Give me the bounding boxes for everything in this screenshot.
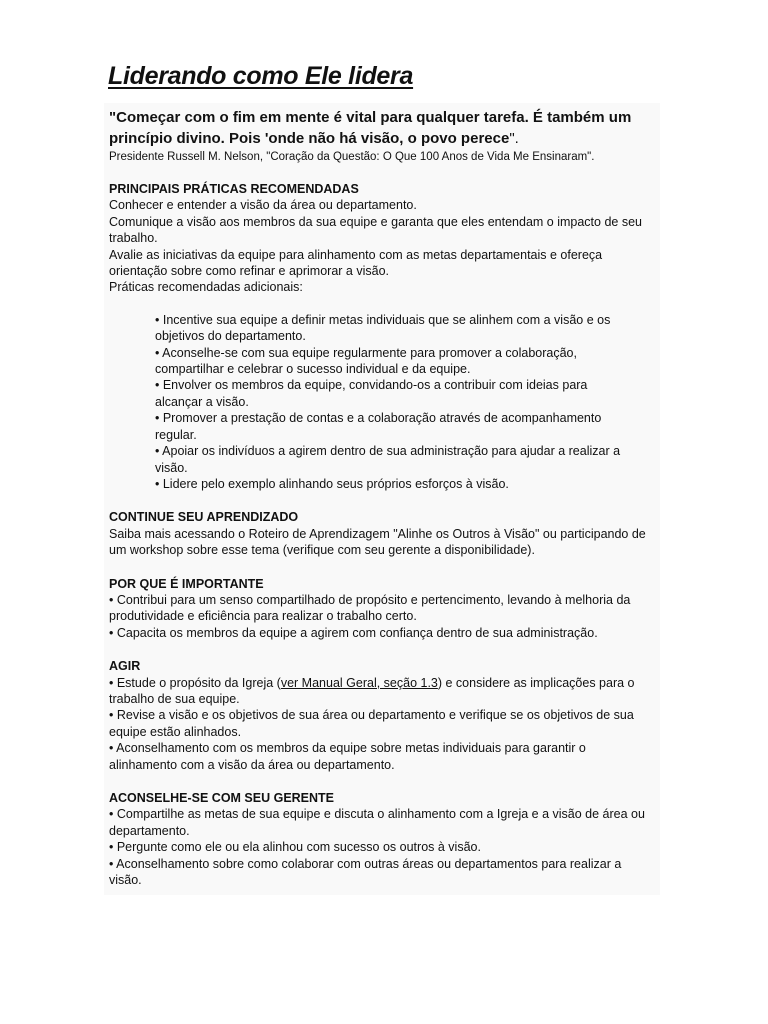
quote-end: ".: [509, 130, 519, 147]
list-item: • Revise a visão e os objetivos de sua área ou departamento e verifique se os objetivos de sua equipe estão alinhados.: [109, 708, 634, 739]
list-item: • Incentive sua equipe a definir metas individuais que se alinhem com a visão e os objetivos do departamento.: [155, 312, 611, 344]
list-item: • Contribui para um senso compartilhado de propósito e pertencimento, levando à melhoria da produtividade e eficiência para realizar o trabalho certo.: [109, 592, 631, 624]
list-item: • Compartilhe as metas de sua equipe e discuta o alinhamento com a Igreja e a visão de área ou departamento.: [109, 807, 645, 838]
section-practices: [109, 181, 657, 492]
practice-line: Práticas recomendadas adicionais:: [109, 280, 303, 295]
practice-line: Avalie as iniciativas da equipe para alinhamento com as metas departamentais e ofereça orientação sobre como refinar e aprimorar a visão.: [109, 247, 603, 279]
practice-line: Conhecer e entender a visão da área ou departamento.: [109, 198, 417, 213]
section-why: [109, 576, 657, 642]
list-item: • Lidere pelo exemplo alinhando seus próprios esforços à visão.: [155, 476, 509, 491]
practice-line: Comunique a visão aos membros da sua equipe e garanta que eles entendam o impacto de seu trabalho.: [109, 214, 642, 246]
page-title: Liderando como Ele lidera: [108, 62, 414, 90]
list-item: • Apoiar os indivíduos a agirem dentro de sua administração para ajudar a realizar a visão.: [155, 444, 621, 475]
counsel-heading: ACONSELHE-SE COM SEU GERENTE: [109, 791, 335, 805]
learning-text: Saiba mais acessando o Roteiro de Aprendizagem "Alinhe os Outros à Visão" ou participando de um workshop sobre esse tema (verifique com seu gerente a disponibilidade).: [109, 526, 646, 558]
quote-citation: Presidente Russell M. Nelson, "Coração da Questão: O Que 100 Anos de Vida Me Ensinaram".: [109, 151, 595, 163]
list-item: [109, 675, 657, 708]
practices-heading: PRINCIPAIS PRÁTICAS RECOMENDADAS: [109, 182, 359, 196]
learning-heading: CONTINUE SEU APRENDIZADO: [109, 510, 299, 525]
section-learning: [109, 509, 657, 558]
manual-link[interactable]: ver Manual Geral, seção 1.3: [280, 675, 438, 690]
list-item: • Aconselhamento com os membros da equipe sobre metas individuais para garantir o alinhamento com a visão da área ou departamento.: [109, 741, 586, 772]
list-item: • Pergunte como ele ou ela alinhou com sucesso os outros à visão.: [109, 840, 481, 855]
section-counsel: [109, 790, 657, 888]
act-heading: AGIR: [109, 659, 141, 674]
list-item: • Capacita os membros da equipe a agirem com confiança dentro de sua administração.: [109, 625, 598, 640]
quote: [109, 107, 657, 149]
additional-practices-list: [155, 312, 635, 492]
content: [109, 107, 657, 888]
list-item: • Envolver os membros da equipe, convidando-os a contribuir com ideias para alcançar a visão.: [155, 378, 588, 409]
list-item: • Aconselhamento sobre como colaborar com outras áreas ou departamentos para realizar a visão.: [109, 856, 622, 888]
list-item: • Aconselhe-se com sua equipe regularmente para promover a colaboração, compartilhar e celebrar o sucesso individual e da equipe.: [155, 345, 577, 377]
why-heading: POR QUE É IMPORTANTE: [109, 576, 264, 591]
quote-text: "Começar com o fim em mente é vital para qualquer tarefa. É também um princípio divino. Pois 'onde não há visão, o povo perece: [109, 109, 632, 147]
act-first-suffix: ) e considere as implicações para o trabalho de sua equipe.: [109, 675, 635, 706]
list-item: • Promover a prestação de contas e a colaboração através de acompanhamento regular.: [155, 411, 602, 442]
section-act: [109, 658, 657, 773]
act-first-prefix: • Estude o propósito da Igreja (: [109, 675, 281, 690]
